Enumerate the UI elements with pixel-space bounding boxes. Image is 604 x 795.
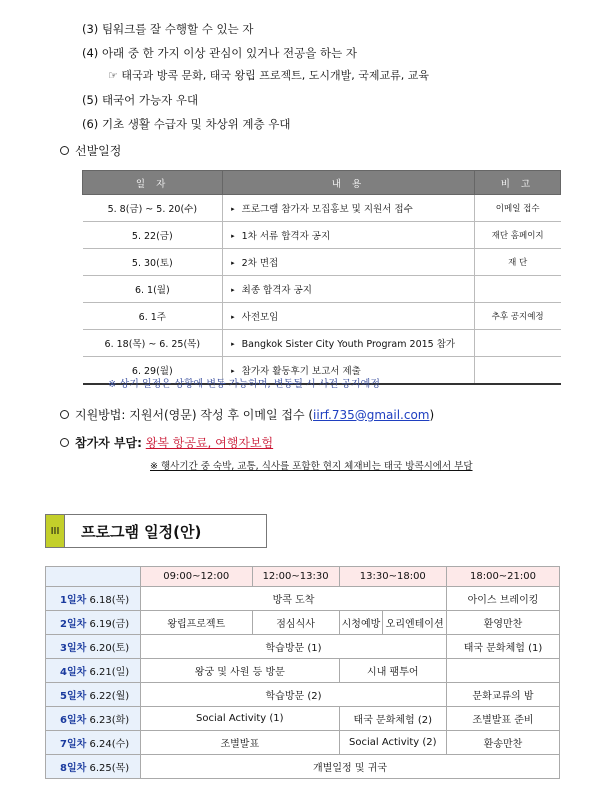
triangle-bullet-icon: ▸ xyxy=(231,205,235,213)
day-number: 6일차 xyxy=(60,715,87,726)
program-activity: 문화교류의 밤 xyxy=(447,683,560,707)
program-activity: 조별발표 xyxy=(141,731,340,755)
day-date: 6.23(화) xyxy=(89,715,130,726)
triangle-bullet-icon: ▸ xyxy=(231,367,235,375)
program-header-blank xyxy=(46,567,141,587)
apply-line xyxy=(60,406,434,423)
day-number: 4일차 xyxy=(60,667,87,678)
program-header-slot-1: 09:00~12:00 xyxy=(141,567,253,587)
condition-5: (5) 태국어 가능자 우대 xyxy=(82,93,199,107)
program-activity: 왕궁 및 사원 등 방문 xyxy=(141,659,340,683)
program-activity: 시청예방 xyxy=(339,611,383,635)
program-day-row xyxy=(46,707,560,731)
apply-tail: ) xyxy=(429,407,435,422)
program-activity: 태국 문화체험 (2) xyxy=(339,707,446,731)
day-number: 2일차 xyxy=(60,619,87,630)
program-day-label xyxy=(46,683,141,707)
schedule-content-cell xyxy=(223,276,475,303)
program-activity: 시내 팸투어 xyxy=(339,659,446,683)
triangle-bullet-icon: ▸ xyxy=(231,313,235,321)
schedule-date: 6. 1(월) xyxy=(83,276,223,303)
schedule-content-cell xyxy=(223,195,475,222)
circle-bullet-icon xyxy=(60,146,69,155)
program-day-row xyxy=(46,587,560,611)
program-day-row xyxy=(46,683,560,707)
triangle-bullet-icon: ▸ xyxy=(231,286,235,294)
header-date: 일 자 xyxy=(83,171,223,195)
program-day-row xyxy=(46,611,560,635)
circle-bullet-icon xyxy=(60,410,69,419)
header-note: 비 고 xyxy=(474,171,560,195)
program-header-slot-3: 13:30~18:00 xyxy=(339,567,446,587)
program-activity: 태국 문화체험 (1) xyxy=(447,635,560,659)
program-activity: 학습방문 (1) xyxy=(141,635,447,659)
cost-note: ※ 행사기간 중 숙박, 교통, 식사를 포함한 현지 체재비는 태국 방콕시에서 부담 xyxy=(150,461,473,472)
program-day-row xyxy=(46,731,560,755)
schedule-note: 재단 홈페이지 xyxy=(474,222,560,249)
program-activity xyxy=(447,659,560,683)
program-activity: 학습방문 (2) xyxy=(141,683,447,707)
header-content: 내 용 xyxy=(223,171,475,195)
program-day-label xyxy=(46,635,141,659)
schedule-row xyxy=(83,249,561,276)
cost-line xyxy=(60,434,273,451)
program-activity: 환영만찬 xyxy=(447,611,560,635)
day-date: 6.25(목) xyxy=(89,763,130,774)
condition-3: (3) 팀워크를 잘 수행할 수 있는 자 xyxy=(82,22,254,36)
day-number: 7일차 xyxy=(60,739,87,750)
day-number: 1일차 xyxy=(60,595,87,606)
schedule-row xyxy=(83,276,561,303)
schedule-note xyxy=(474,276,560,303)
schedule-content: 최종 합격자 공지 xyxy=(241,285,312,296)
condition-4-detail: ☞ 태국과 방콕 문화, 태국 왕립 프로젝트, 도시개발, 국제교류, 교육 xyxy=(108,69,429,82)
schedule-date: 5. 8(금) ~ 5. 20(수) xyxy=(83,195,223,222)
program-section-header xyxy=(45,514,267,548)
schedule-date: 6. 29(월) xyxy=(83,357,223,385)
schedule-row xyxy=(83,222,561,249)
program-activity: 개별일정 및 귀국 xyxy=(141,755,560,779)
triangle-bullet-icon: ▸ xyxy=(231,259,235,267)
program-header-slot-2: 12:00~13:30 xyxy=(252,567,339,587)
program-day-row xyxy=(46,659,560,683)
program-header-slot-4: 18:00~21:00 xyxy=(447,567,560,587)
schedule-row xyxy=(83,195,561,222)
program-activity: 오리엔테이션 xyxy=(383,611,447,635)
schedule-content: 참가자 활동후기 보고서 제출 xyxy=(241,366,361,377)
condition-4: (4) 아래 중 한 가지 이상 관심이 있거나 전공을 하는 자 xyxy=(82,46,358,60)
program-day-label xyxy=(46,587,141,611)
schedule-row xyxy=(83,303,561,330)
schedule-content: 프로그램 참가자 모집홍보 및 지원서 접수 xyxy=(241,204,413,215)
program-activity: 방콕 도착 xyxy=(141,587,447,611)
program-day-label xyxy=(46,707,141,731)
program-table xyxy=(45,566,560,779)
schedule-content-cell xyxy=(223,249,475,276)
condition-6: (6) 기초 생활 수급자 및 차상위 계층 우대 xyxy=(82,117,291,131)
schedule-content: 사전모임 xyxy=(241,312,279,323)
schedule-content: 2차 면접 xyxy=(241,258,279,269)
triangle-bullet-icon: ▸ xyxy=(231,340,235,348)
schedule-content-cell xyxy=(223,330,475,357)
schedule-content-cell xyxy=(223,222,475,249)
schedule-note: 재 단 xyxy=(474,249,560,276)
cost-value: 왕복 항공료, 여행자보험 xyxy=(145,436,274,450)
program-day-row xyxy=(46,635,560,659)
day-date: 6.20(토) xyxy=(89,643,130,654)
schedule-note: 추후 공지예정 xyxy=(474,303,560,330)
schedule-note xyxy=(474,330,560,357)
day-number: 8일차 xyxy=(60,763,87,774)
program-activity: 조별발표 준비 xyxy=(447,707,560,731)
day-date: 6.21(일) xyxy=(89,667,130,678)
program-day-label xyxy=(46,731,141,755)
program-activity: Social Activity (1) xyxy=(141,707,340,731)
selection-heading xyxy=(60,142,121,159)
day-date: 6.19(금) xyxy=(89,619,130,630)
program-activity: 점심식사 xyxy=(252,611,339,635)
schedule-date: 5. 22(금) xyxy=(83,222,223,249)
day-number: 3일차 xyxy=(60,643,87,654)
program-day-label xyxy=(46,611,141,635)
schedule-date: 6. 18(목) ~ 6. 25(목) xyxy=(83,330,223,357)
schedule-row xyxy=(83,330,561,357)
program-title: 프로그램 일정(안) xyxy=(81,522,202,541)
day-date: 6.22(월) xyxy=(89,691,130,702)
schedule-content: Bangkok Sister City Youth Program 2015 참가 xyxy=(241,339,456,350)
email-link[interactable]: iirf.735@gmail.com xyxy=(313,407,430,422)
selection-title: 선발일정 xyxy=(75,144,122,158)
schedule-note: 이메일 접수 xyxy=(474,195,560,222)
program-activity: 아이스 브레이킹 xyxy=(447,587,560,611)
program-activity: Social Activity (2) xyxy=(339,731,446,755)
schedule-content-cell xyxy=(223,303,475,330)
cost-label: 참가자 부담: xyxy=(75,436,142,450)
day-number: 5일차 xyxy=(60,691,87,702)
program-day-label xyxy=(46,755,141,779)
circle-bullet-icon xyxy=(60,438,69,447)
day-date: 6.24(수) xyxy=(89,739,130,750)
schedule-date: 5. 30(토) xyxy=(83,249,223,276)
schedule-content: 1차 서류 합격자 공지 xyxy=(241,231,331,242)
section-number: III xyxy=(46,515,65,547)
schedule-date: 6. 1주 xyxy=(83,303,223,330)
program-activity: 환송만찬 xyxy=(447,731,560,755)
program-day-row xyxy=(46,755,560,779)
schedule-note xyxy=(474,357,560,385)
program-activity: 왕립프로젝트 xyxy=(141,611,253,635)
apply-label: 지원방법: 지원서(영문) 작성 후 이메일 접수 ( xyxy=(75,408,314,422)
selection-table xyxy=(82,170,561,385)
day-date: 6.18(목) xyxy=(89,595,130,606)
program-day-label xyxy=(46,659,141,683)
schedule-footnote: ※ 상기 일정은 상황에 변동 가능하며, 변동될 시 사전 공지예정 xyxy=(108,379,381,390)
triangle-bullet-icon: ▸ xyxy=(231,232,235,240)
